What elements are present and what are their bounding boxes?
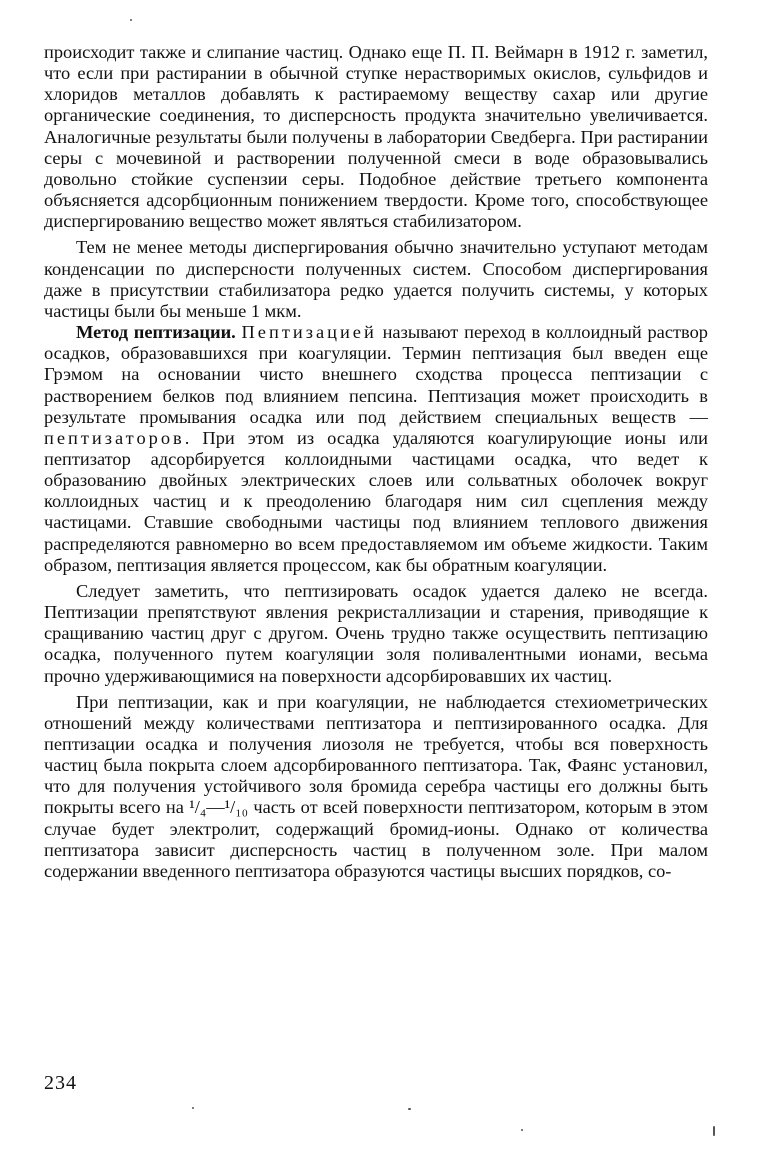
scan-speck xyxy=(408,1108,411,1110)
term-peptizers: пептизаторов xyxy=(44,427,185,448)
paragraph-3-text-b: . При этом из осадка удаляются коагулирующие ионы или пептизатор адсорбируется коллоидными частицами осадка, что ведет к образованию двойных электрических слоев или сольватных оболочек вокруг коллоидных частиц и к преодолению благодаря ним сил сцепления между частицами. Ставшие свободными частицы под влиянием теплового движения распределяются равномерно во всем предоставляемом им объеме жидкости. Таким образом, пептизация является процессом, как бы обратным коагуляции. xyxy=(44,427,708,575)
paragraph-2: Тем не менее методы диспергирования обычно значительно уступают методам конденсации по дисперсности полученных систем. Способом диспергирования даже в присутствии стабилизатора редко удается получить системы, у которых частицы были бы меньше 1 мкм. xyxy=(44,237,708,321)
paragraph-5: При пептизации, как и при коагуляции, не наблюдается стехиометрических отношений между количествами пептизатора и пептизированного осадка. Для пептизации осадка и получения лиозоля не требуется, чтобы вся поверхность частиц была покрыта слоем адсорбированного пептизатора. Так, Фаянс установил, что для получения устойчивого золя бромида серебра частицы его должны быть покрыты всего на ¹/₄—¹/₁₀ часть от всей поверхности пептизатором, которым в этом случае будет электролит, содержащий бромид-ионы. Однако от количества пептизатора зависит дисперсность частиц в полученном золе. При малом содержании введенного пептизатора образуются частицы высших порядков, со- xyxy=(44,691,708,881)
paragraph-1: происходит также и слипание частиц. Однако еще П. П. Веймарн в 1912 г. заметил, что если при растирании в обычной ступке нерастворимых окислов, сульфидов и хлоридов металлов добавлять к растираемому веществу сахар или другие органические соединения, то дисперсность продукта значительно увеличивается. Аналогичные результаты были получены в лаборатории Сведберга. При растирании серы с мочевиной и растворении полученной смеси в воде образовывались довольно стойкие суспензии серы. Подобное действие третьего компонента объясняется адсорбционным понижением твердости. Кроме того, способствующее диспергированию вещество может являться стабилизатором. xyxy=(44,42,708,232)
scan-speck xyxy=(521,1129,523,1131)
paragraph-4: Следует заметить, что пептизировать осадок удается далеко не всегда. Пептизации препятствуют явления рекристаллизации и старения, приводящие к сращиванию частиц друг с другом. Очень трудно также осуществить пептизацию осадка, полученного путем коагуляции золя поливалентными ионами, весьма прочно удерживающимися на поверхности адсорбировавших их частиц. xyxy=(44,580,708,686)
paragraph-3 xyxy=(44,322,708,576)
paragraph-3-text-a: называют переход в коллоидный раствор осадков, образовавшихся при коагуляции. Термин пептизация был введен еще Грэмом на основании чисто внешнего сходства процесса пептизации с растворением белков под влиянием пепсина. Пептизация может происходить в результате промывания осадка или под действием специальных веществ — xyxy=(44,322,708,427)
scan-speck xyxy=(713,1126,715,1136)
page-body xyxy=(44,42,708,882)
section-heading: Метод пептизации. xyxy=(76,322,236,343)
scan-speck xyxy=(192,1107,194,1109)
term-peptization: Пептизацией xyxy=(241,322,377,343)
page-number: 234 xyxy=(44,1072,77,1094)
scan-speck xyxy=(130,19,132,21)
